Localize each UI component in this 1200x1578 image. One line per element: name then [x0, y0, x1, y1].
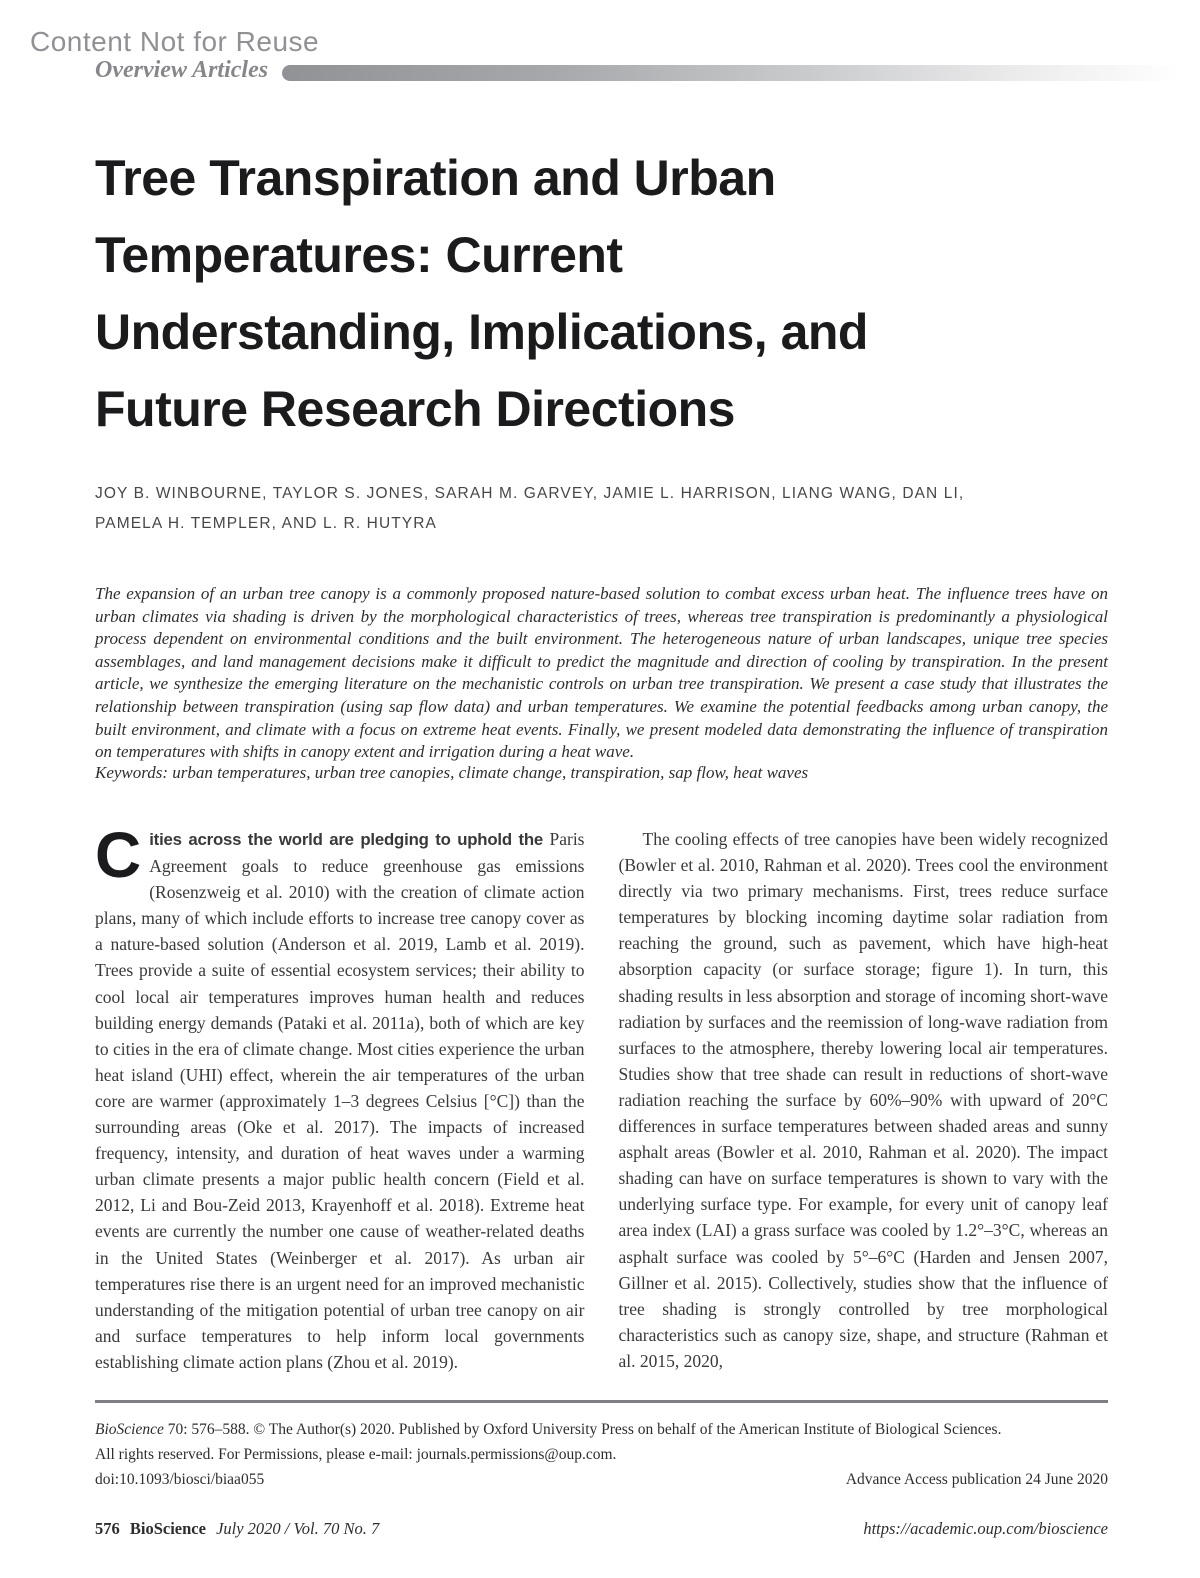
section-banner	[95, 57, 1182, 84]
article-title	[95, 140, 1075, 448]
article-title-line: Future Research Directions	[95, 381, 735, 437]
footer-issue: July 2020 / Vol. 70 No. 7	[216, 1519, 380, 1538]
author-list	[95, 479, 1107, 539]
intro-paragraph-text: Paris Agreement goals to reduce greenhouse gas emissions (Rosenzweig et al. 2010) with the creation of climate action plans, many of which include efforts to increase tree canopy cover as a nature-based solution (Anderson et al. 2019, Lamb et al. 2019). Trees provide a suite of essential ecosystem services; their ability to cool local air temperatures improves human health and reduces building energy demands (Pataki et al. 2011a), both of which are key to cities in the era of climate change. Most cities experience the urban heat island (UHI) effect, wherein the air temperatures of the urban core are warmer (approximately 1–3 degrees Celsius [°C]) than the surrounding areas (Oke et al. 2017). The impacts of increased frequency, intensity, and duration of heat waves under a warming urban climate presents a major public health concern (Field et al. 2012, Li and Bou-Zeid 2013, Krayenhoff et al. 2018). Extreme heat events are currently the number one cause of weather-related deaths in the United States (Weinberger et al. 2017). As urban air temperatures rise there is an urgent need for an improved mechanistic understanding of the mitigation potential of urban tree canopy on air and surface temperatures to help inform local governments establishing climate action plans (Zhou et al. 2019).	[95, 829, 585, 1372]
abstract: The expansion of an urban tree canopy is a commonly proposed nature-based solution to combat excess urban heat. The influence trees have on urban climates via shading is driven by the morphological characteristics of trees, whereas tree transpiration is predominantly a physiological process dependent on environmental conditions and the built environment. The heterogeneous nature of urban landscapes, unique tree species assemblages, and land management decisions make it difficult to predict the magnitude and direction of cooling by transpiration. In the present article, we synthesize the emerging literature on the mechanistic controls on urban tree transpiration. We present a case study that illustrates the relationship between transpiration (using sap flow data) and urban temperatures. We examine the potential feedbacks among urban canopy, the built environment, and climate with a focus on extreme heat events. Finally, we present modeled data demonstrating the influence of transpiration on temperatures with shifts in canopy extent and irrigation during a heat wave.	[95, 584, 1108, 762]
article-title-line: Temperatures: Current	[95, 227, 623, 283]
footnote-divider	[95, 1400, 1108, 1403]
doi-row	[95, 1467, 1108, 1492]
author-list-line: PAMELA H. TEMPLER, AND L. R. HUTYRA	[95, 515, 437, 532]
advance-access-text: Advance Access publication 24 June 2020	[845, 1471, 1108, 1488]
article-title-line: Tree Transpiration and Urban	[95, 150, 776, 206]
author-list-line: JOY B. WINBOURNE, TAYLOR S. JONES, SARAH M. GARVEY, JAMIE L. HARRISON, LIANG WANG, DAN LI,	[95, 485, 965, 502]
body-columns	[95, 819, 1108, 1375]
journal-name: BioScience	[95, 1421, 164, 1438]
doi-text: doi:10.1093/biosci/biaa055	[95, 1471, 265, 1488]
drop-cap: C	[95, 819, 142, 891]
keywords: Keywords: urban temperatures, urban tree canopies, climate change, transpiration, sap flow, heat waves	[95, 763, 809, 782]
section-banner-label: Overview Articles	[95, 57, 269, 83]
footer-journal-name: BioScience	[129, 1519, 206, 1538]
body-column-right	[619, 826, 1109, 1375]
article-title-line: Understanding, Implications, and	[95, 304, 868, 360]
copyright-footnote	[95, 1417, 1108, 1492]
intro-lead-bold: ities across the world are pledging to uphold the	[149, 830, 544, 849]
footer-journal-url: https://academic.oup.com/bioscience	[863, 1519, 1108, 1538]
cooling-effects-paragraph: The cooling effects of tree canopies have been widely recognized (Bowler et al. 2010, Rahman et al. 2020). Trees cool the environment directly via two primary mechanisms. First, trees reduce surface temperatures by blocking incoming daytime solar radiation from reaching the ground, such as pavement, which have high-heat absorption capacity (or surface storage; figure 1). In turn, this shading results in less absorption and storage of incoming short-wave radiation by surfaces and the reemission of long-wave radiation from surfaces to the atmosphere, thereby lowering local air temperatures. Studies show that tree shade can result in reductions of short-wave radiation reaching the surface by 60%–90% with upward of 20°C differences in surface temperatures between shaded areas and sunny asphalt areas (Bowler et al. 2010, Rahman et al. 2020). The impact shading can have on surface temperatures is shown to vary with the underlying surface type. For example, for every unit of canopy leaf area index (LAI) a grass surface was cooled by 1.2°–3°C, whereas an asphalt surface was cooled by 5°–6°C (Harden and Jensen 2007, Gillner et al. 2015). Collectively, studies show that the influence of tree shading is strongly controlled by tree morphological characteristics such as canopy size, shape, and structure (Rahman et al. 2015, 2020,	[618, 829, 1108, 1371]
content-not-for-reuse-watermark: Content Not for Reuse	[30, 26, 320, 57]
section-banner-gradient-bar	[282, 65, 1182, 81]
citation-line	[95, 1417, 1108, 1442]
page-number: 576	[95, 1519, 120, 1538]
citation-rest: 70: 576–588. © The Author(s) 2020. Published by Oxford University Press on behalf of the American Institute of Biological Sciences.	[163, 1421, 1002, 1438]
permissions-line: All rights reserved. For Permissions, please e-mail: journals.permissions@oup.com.	[95, 1446, 617, 1463]
intro-paragraph	[95, 819, 585, 1375]
page-footer	[95, 1519, 1108, 1539]
page-footer-left	[95, 1519, 385, 1539]
body-column-left	[95, 819, 585, 1375]
